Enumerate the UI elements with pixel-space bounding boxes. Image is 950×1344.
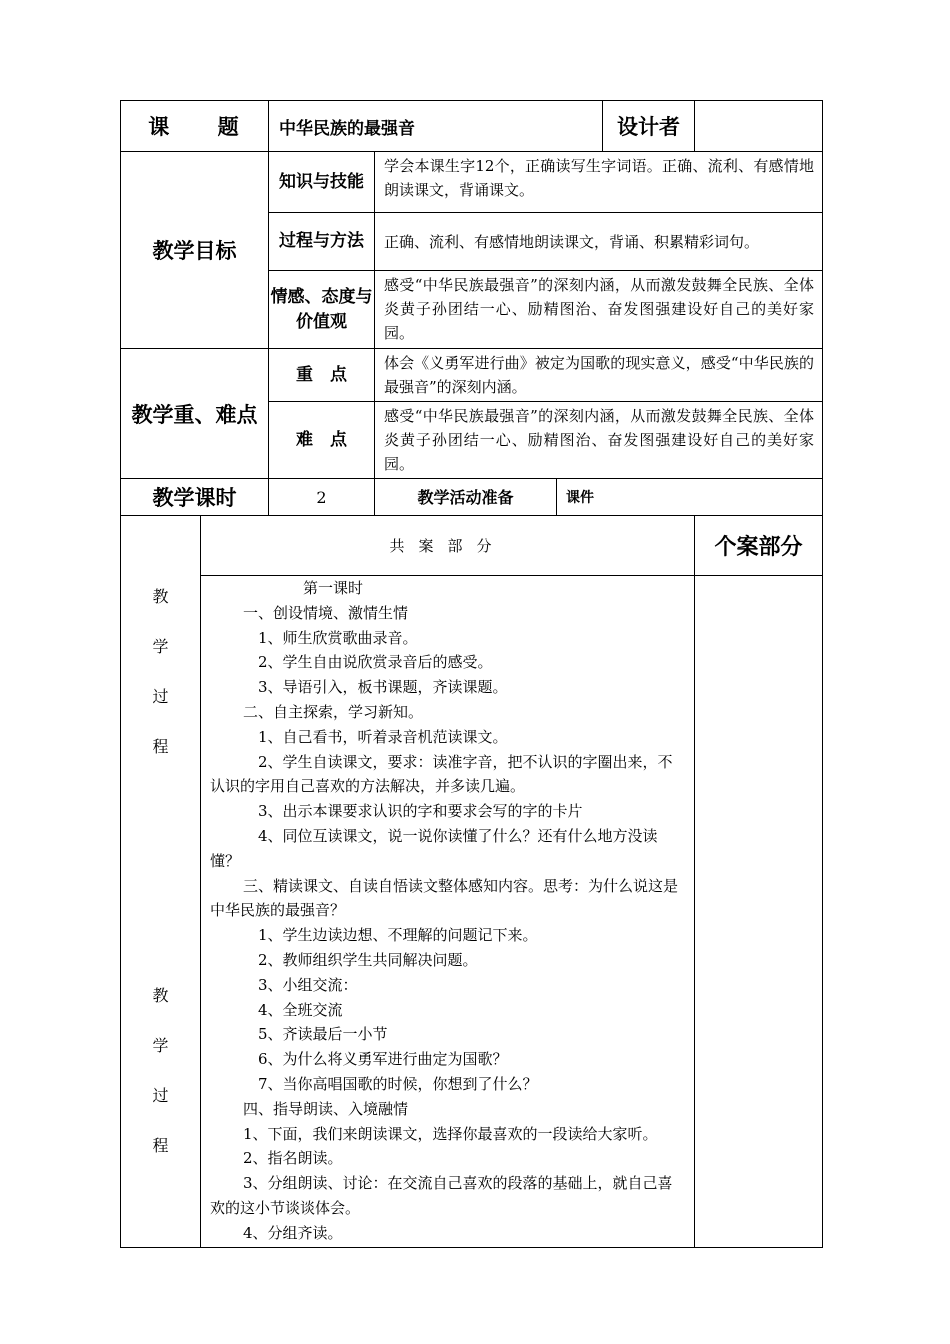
process-line: 三、精读课文、自读自悟读文整体感知内容。思考：为什么说这是中华民族的最强音？: [210, 876, 679, 920]
process-line: 2、学生自读课文，要求：读准字音，把不认识的字圈出来，不认识的字用自己喜欢的方法解决，并多读几遍。: [210, 752, 673, 796]
process-line: 3、小组交流：: [258, 975, 358, 994]
process-line: 4、全班交流: [258, 1000, 343, 1019]
side-char: 程: [152, 737, 169, 756]
side-char: 教: [152, 986, 169, 1005]
lesson-plan-sheet: [120, 100, 822, 1248]
process-line: 1、师生欣赏歌曲录音。: [258, 628, 418, 647]
difficulty-label: 难 点: [269, 402, 375, 479]
process-lines: [210, 601, 686, 1246]
designer-value: [695, 101, 823, 152]
goal-knowledge-text: 学会本课生字12个，正确读写生字词语。正确、流利、有感情地朗读课文，背诵课文。: [375, 152, 823, 213]
focus-label: 重 点: [269, 349, 375, 402]
side-char: 教: [152, 587, 169, 606]
prep-value: 课件: [557, 479, 823, 516]
side-char: 过: [152, 687, 169, 706]
process-line: 4、分组齐读。: [243, 1223, 343, 1242]
goal-process-text: 正确、流利、有感情地朗读课文，背诵、积累精彩词句。: [375, 213, 823, 271]
keypoints-label: 教学重、难点: [121, 349, 269, 479]
topic-value: 中华民族的最强音: [269, 101, 603, 152]
process-line: 1、学生边读边想、不理解的问题记下来。: [258, 926, 538, 945]
side-char: 学: [152, 1036, 169, 1055]
side-char: 学: [152, 637, 169, 656]
topic-label: 课 题: [121, 101, 269, 152]
lesson-title: 第一课时: [303, 579, 364, 597]
side-char: 过: [152, 1086, 169, 1105]
shared-plan-content: [201, 576, 695, 1248]
process-line: 7、当你高唱国歌的时候，你想到了什么？: [258, 1074, 538, 1093]
process-line: 4、同位互读课文，说一说你读懂了什么？还有什么地方没读懂？: [210, 826, 658, 870]
process-line: 6、为什么将义勇军进行曲定为国歌？: [258, 1050, 508, 1069]
hours-label: 教学课时: [121, 479, 269, 516]
process-line: 5、齐读最后一小节: [258, 1025, 388, 1044]
prep-label: 教学活动准备: [375, 479, 557, 516]
process-line: 3、分组朗读、讨论：在交流自己喜欢的段落的基础上，就自己喜欢的这小节谈谈体会。: [210, 1174, 673, 1217]
lesson-plan-table: [120, 100, 823, 1248]
difficulty-text: 感受“中华民族最强音”的深刻内涵，从而激发鼓舞全民族、全体炎黄子孙团结一心、励精图治、奋发图强建设好自己的美好家园。: [375, 402, 823, 479]
designer-label: 设计者: [603, 101, 695, 152]
goal-knowledge-label: 知识与技能: [269, 152, 375, 213]
process-line: 1、下面，我们来朗读课文，选择你最喜欢的一段读给大家听。: [243, 1124, 658, 1143]
process-line: 二、自主探索，学习新知。: [243, 702, 424, 721]
individual-plan-header: 个案部分: [695, 516, 823, 576]
goals-label: 教学目标: [121, 152, 269, 349]
goal-emotion-text: 感受“中华民族最强音”的深刻内涵，从而激发鼓舞全民族、全体炎黄子孙团结一心、励精图治、奋发图强建设好自己的美好家园。: [375, 271, 823, 349]
process-line: 1、自己看书，听着录音机范读课文。: [258, 727, 508, 746]
side-char: 程: [152, 1136, 169, 1155]
topic-row: [121, 101, 823, 152]
keypoint-row-focus: [121, 349, 823, 402]
goal-process-label: 过程与方法: [269, 213, 375, 271]
goal-emotion-label: 情感、态度与价值观: [269, 271, 375, 349]
process-line: 四、指导朗读、入境融情: [243, 1099, 409, 1118]
process-line: 2、指名朗读。: [243, 1149, 343, 1168]
process-line: 3、导语引入，板书课题，齐读课题。: [258, 678, 508, 697]
process-line: 3、出示本课要求认识的字和要求会写的字的卡片: [258, 802, 583, 821]
individual-plan-content: [695, 576, 823, 1248]
process-line: 一、创设情境、激情生情: [243, 603, 409, 622]
focus-text: 体会《义勇军进行曲》被定为国歌的现实意义，感受“中华民族的最强音”的深刻内涵。: [375, 349, 823, 402]
process-body-row: [121, 576, 823, 1248]
hours-value: 2: [269, 479, 375, 516]
goal-row-knowledge: [121, 152, 823, 213]
process-header-row: [121, 516, 823, 576]
process-line: 2、教师组织学生共同解决问题。: [258, 950, 478, 969]
process-side-label: [121, 516, 201, 1248]
hours-row: [121, 479, 823, 516]
shared-plan-header: 共案部分: [201, 516, 695, 576]
process-line: 2、学生自由说欣赏录音后的感受。: [258, 653, 493, 672]
